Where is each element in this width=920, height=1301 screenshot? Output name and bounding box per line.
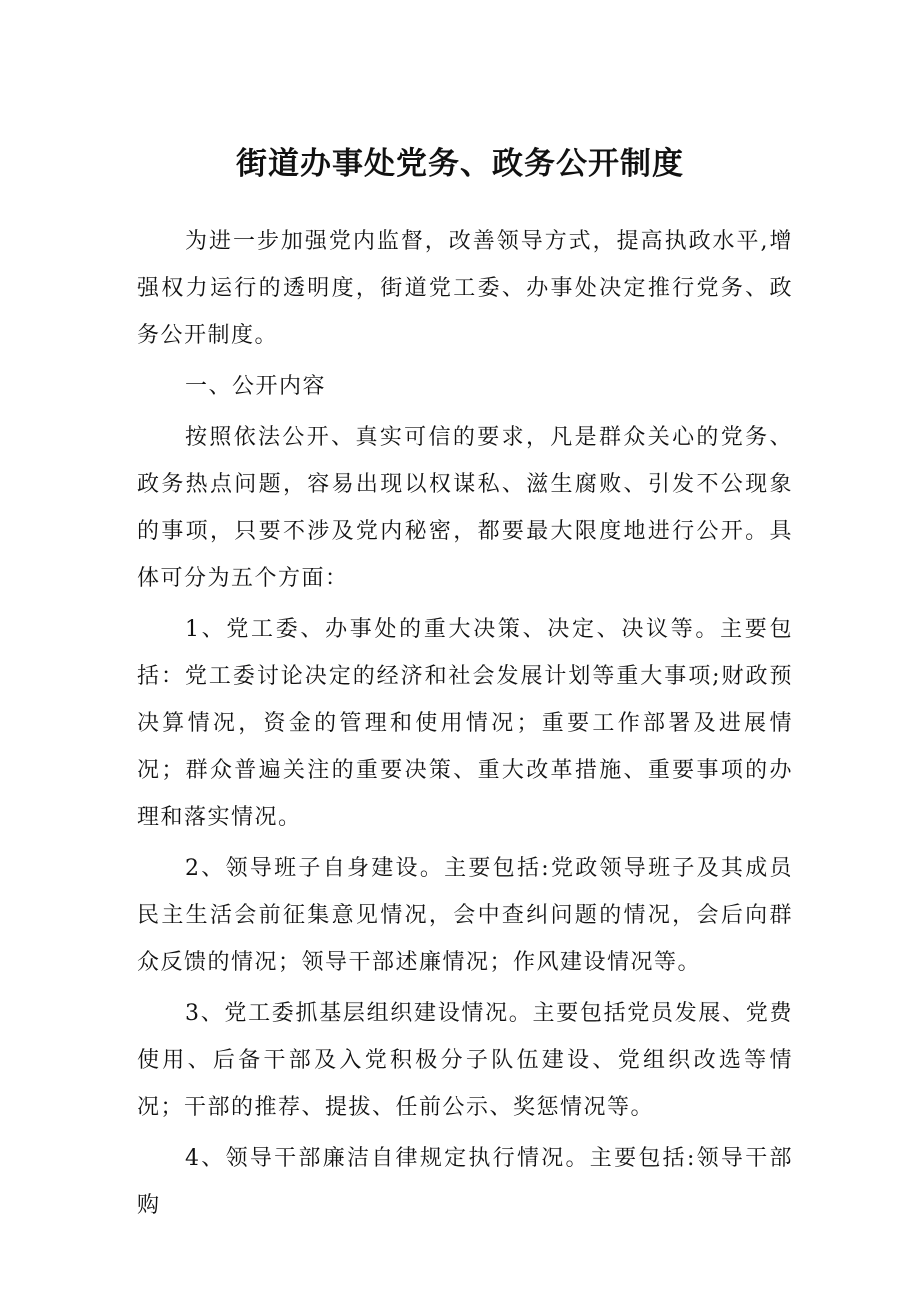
paragraph-intro: 为进一步加强党内监督，改善领导方式，提高执政水平,增强权力运行的透明度，街道党工委、办事处决定推行党务、政务公开制度。 <box>137 229 793 348</box>
section-heading-public-content: 一、公开内容 <box>185 374 327 399</box>
paragraph-item-2: 2、领导班子自身建设。主要包括:党政领导班子及其成员民主生活会前征集意见情况，会中查纠问题的情况，会后向群众反馈的情况；领导干部述廉情况；作风建设情况等。 <box>137 856 793 975</box>
paragraph-item-3: 3、党工委抓基层组织建设情况。主要包括党员发展、党费使用、后备干部及入党积极分子队伍建设、党组织改选等情况；干部的推荐、提拔、任前公示、奖惩情况等。 <box>137 1001 793 1120</box>
document-title: 街道办事处党务、政务公开制度 <box>236 146 684 182</box>
paragraph-item-1: 1、党工委、办事处的重大决策、决定、决议等。主要包括：党工委讨论决定的经济和社会发展计划等重大事项;财政预决算情况，资金的管理和使用情况；重要工作部署及进展情况；群众普遍关注的重要决策、重大改革措施、重要事项的办理和落实情况。 <box>137 617 793 830</box>
document-body <box>137 218 793 1233</box>
paragraph-item-4: 4、领导干部廉洁自律规定执行情况。主要包括:领导干部购 <box>137 1146 793 1218</box>
paragraph-scope: 按照依法公开、真实可信的要求，凡是群众关心的党务、政务热点问题，容易出现以权谋私、滋生腐败、引发不公现象的事项，只要不涉及党内秘密，都要最大限度地进行公开。具体可分为五个方面： <box>137 425 793 591</box>
